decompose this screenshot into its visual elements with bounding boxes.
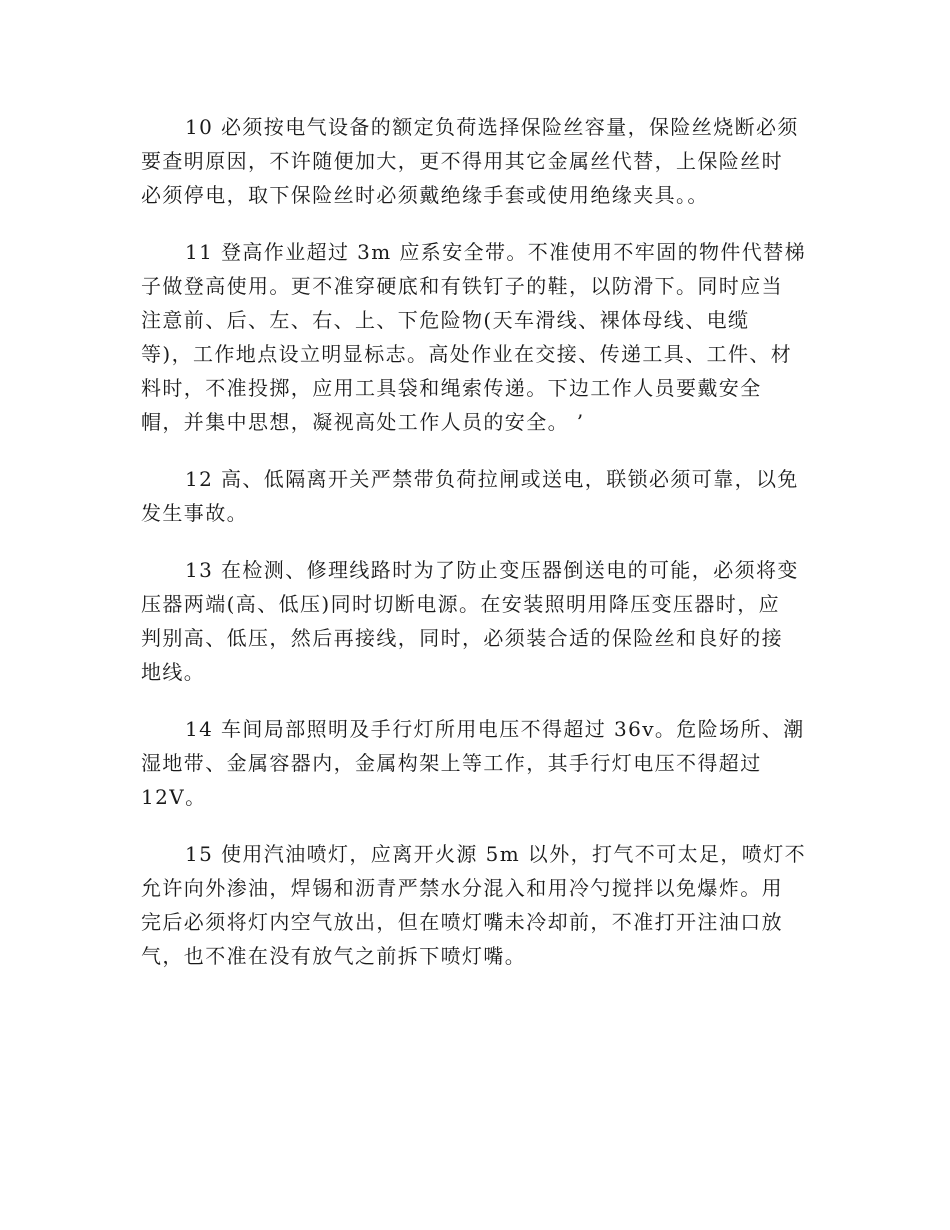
document-body: [141, 110, 809, 996]
paragraph-12: [141, 462, 809, 530]
text-line: 12 高、低隔离开关严禁带负荷拉闸或送电，联锁必须可靠，以免: [185, 467, 799, 491]
text-line: 必须停电，取下保险丝时必须戴绝缘手套或使用绝缘夹具。。: [141, 183, 709, 207]
paragraph-14: [141, 712, 809, 814]
paragraph-13: [141, 553, 809, 689]
text-line: 14 车间局部照明及手行灯所用电压不得超过 36v。危险场所、潮: [185, 717, 805, 741]
text-line: 湿地带、金属容器内，金属构架上等工作，其手行灯电压不得超过: [141, 751, 762, 775]
paragraph-15: [141, 837, 809, 973]
text-line: 地线。: [141, 660, 206, 684]
paragraph-11: [141, 235, 809, 439]
text-line: 允许向外渗油，焊锡和沥青严禁水分混入和用冷勺搅拌以免爆炸。用: [141, 876, 783, 900]
text-line: 11 登高作业超过 3m 应系安全带。不准使用不牢固的物件代替梯: [185, 240, 807, 264]
paragraph-10: [141, 110, 809, 212]
text-line: 压器两端(高、低压)同时切断电源。在安装照明用降压变压器时，应: [141, 592, 781, 616]
text-line: 13 在检测、修理线路时为了防止变压器倒送电的可能，必须将变: [185, 558, 799, 582]
text-line: 要查明原因，不许随便加大，更不得用其它金属丝代替，上保险丝时: [141, 149, 783, 173]
text-line: 料时，不准投掷，应用工具袋和绳索传递。下边工作人员要戴安全: [141, 376, 762, 400]
text-line: 发生事故。: [141, 501, 248, 525]
text-line: 判别高、低压，然后再接线，同时，必须装合适的保险丝和良好的接: [141, 626, 783, 650]
text-line: 等)，工作地点设立明显标志。高处作业在交接、传递工具、工件、材: [141, 342, 793, 366]
text-line: 10 必须按电气设备的额定负荷选择保险丝容量，保险丝烧断必须: [185, 115, 799, 139]
text-line: 完后必须将灯内空气放出，但在喷灯嘴未冷却前，不准打开注油口放: [141, 910, 783, 934]
text-line: 12V。: [141, 785, 207, 809]
text-line: 气，也不准在没有放气之前拆下喷灯嘴。: [141, 944, 527, 968]
text-line: 注意前、后、左、右、上、下危险物(天车滑线、裸体母线、电缆: [141, 308, 750, 332]
text-line: 15 使用汽油喷灯，应离开火源 5m 以外，打气不可太足，喷灯不: [185, 842, 807, 866]
text-line: 帽，并集中思想，凝视高处工作人员的安全。 ’: [141, 410, 585, 434]
text-line: 子做登高使用。更不准穿硬底和有铁钉子的鞋，以防滑下。同时应当: [141, 274, 783, 298]
